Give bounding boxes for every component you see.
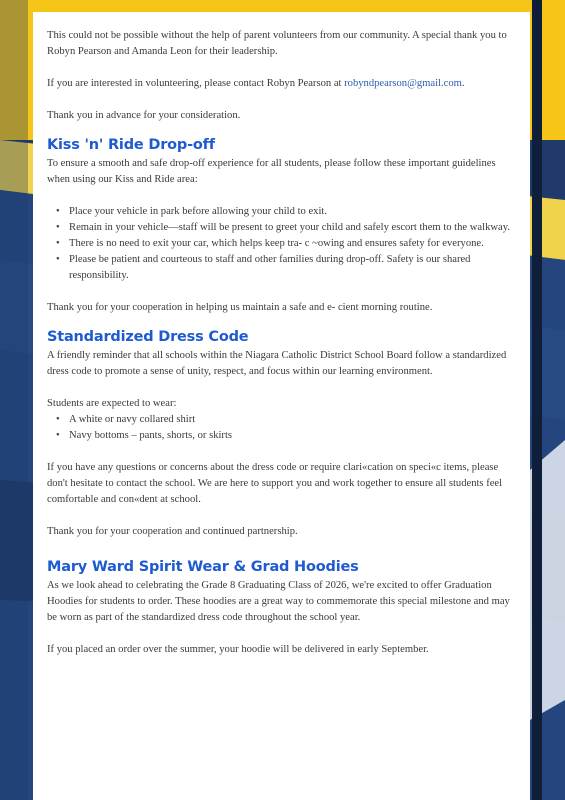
spirit-wear-paragraph: As we look ahead to celebrating the Grade 8 Graduating Class of 2026, we're excited to offer Graduation Hoodies for students to order. These hoodies are a great way to commemorate this special milestone and may be worn as part of the standardized dress code throughout the school year.	[47, 580, 510, 623]
kiss-ride-intro: To ensure a smooth and safe drop-off experience for all students, please follow these important guidelines when using our Kiss and Ride area:	[47, 158, 496, 185]
dress-code-heading: Standardized Dress Code	[47, 329, 249, 345]
hoodie-delivery-paragraph: If you placed an order over the summer, your hoodie will be delivered in early September.	[47, 644, 429, 655]
dress-code-list	[47, 412, 517, 444]
list-item: • Place your vehicle in park before allowing your child to exit.	[47, 204, 517, 220]
kiss-ride-closing: Thank you for your cooperation in helping us maintain a safe and e- cient morning routine.	[47, 302, 433, 313]
newsletter-page	[33, 12, 530, 800]
consideration-paragraph: Thank you in advance for your consideration.	[47, 110, 241, 121]
volunteer-email-link[interactable]: robyndpearson@gmail.com	[344, 78, 462, 89]
kiss-ride-guidelines-list	[47, 204, 517, 284]
volunteer-contact-text: If you are interested in volunteering, please contact Robyn Pearson at	[47, 78, 345, 89]
volunteer-contact-period: .	[461, 78, 465, 89]
list-item: • Please be patient and courteous to staff and other families during drop-off. Safety is our shared responsibility.	[47, 252, 517, 284]
list-item: • A white or navy collared shirt	[47, 412, 517, 428]
newsletter-content	[47, 28, 517, 658]
dress-code-intro: A friendly reminder that all schools within the Niagara Catholic District School Board follow a standardized dress code to promote a sense of unity, respect, and focus within our learning environment.	[47, 350, 507, 377]
dress-code-closing: Thank you for your cooperation and continued partnership.	[47, 526, 298, 537]
volunteer-thanks-paragraph: This could not be possible without the help of parent volunteers from our community. A special thank you to Robyn Pearson and Amanda Leon for their leadership.	[47, 30, 507, 57]
kiss-ride-heading: Kiss 'n' Ride Drop-off	[47, 137, 215, 153]
list-item: • There is no need to exit your car, which helps keep tra- c ~owing and ensures safety for everyone.	[47, 236, 517, 252]
dress-code-expected: Students are expected to wear:	[47, 398, 177, 409]
list-item: • Remain in your vehicle—staff will be present to greet your child and safely escort them to the walkway.	[47, 220, 517, 236]
spirit-wear-heading: Mary Ward Spirit Wear & Grad Hoodies	[47, 559, 359, 575]
volunteer-contact-paragraph	[47, 76, 517, 92]
list-item: • Navy bottoms – pants, shorts, or skirts	[47, 428, 517, 444]
dress-code-questions: If you have any questions or concerns about the dress code or require clari«cation on speci«c items, please don't hesitate to contact the school. We are here to support you and work together to ensure all students feel comfortable and con«dent at school.	[47, 462, 503, 505]
